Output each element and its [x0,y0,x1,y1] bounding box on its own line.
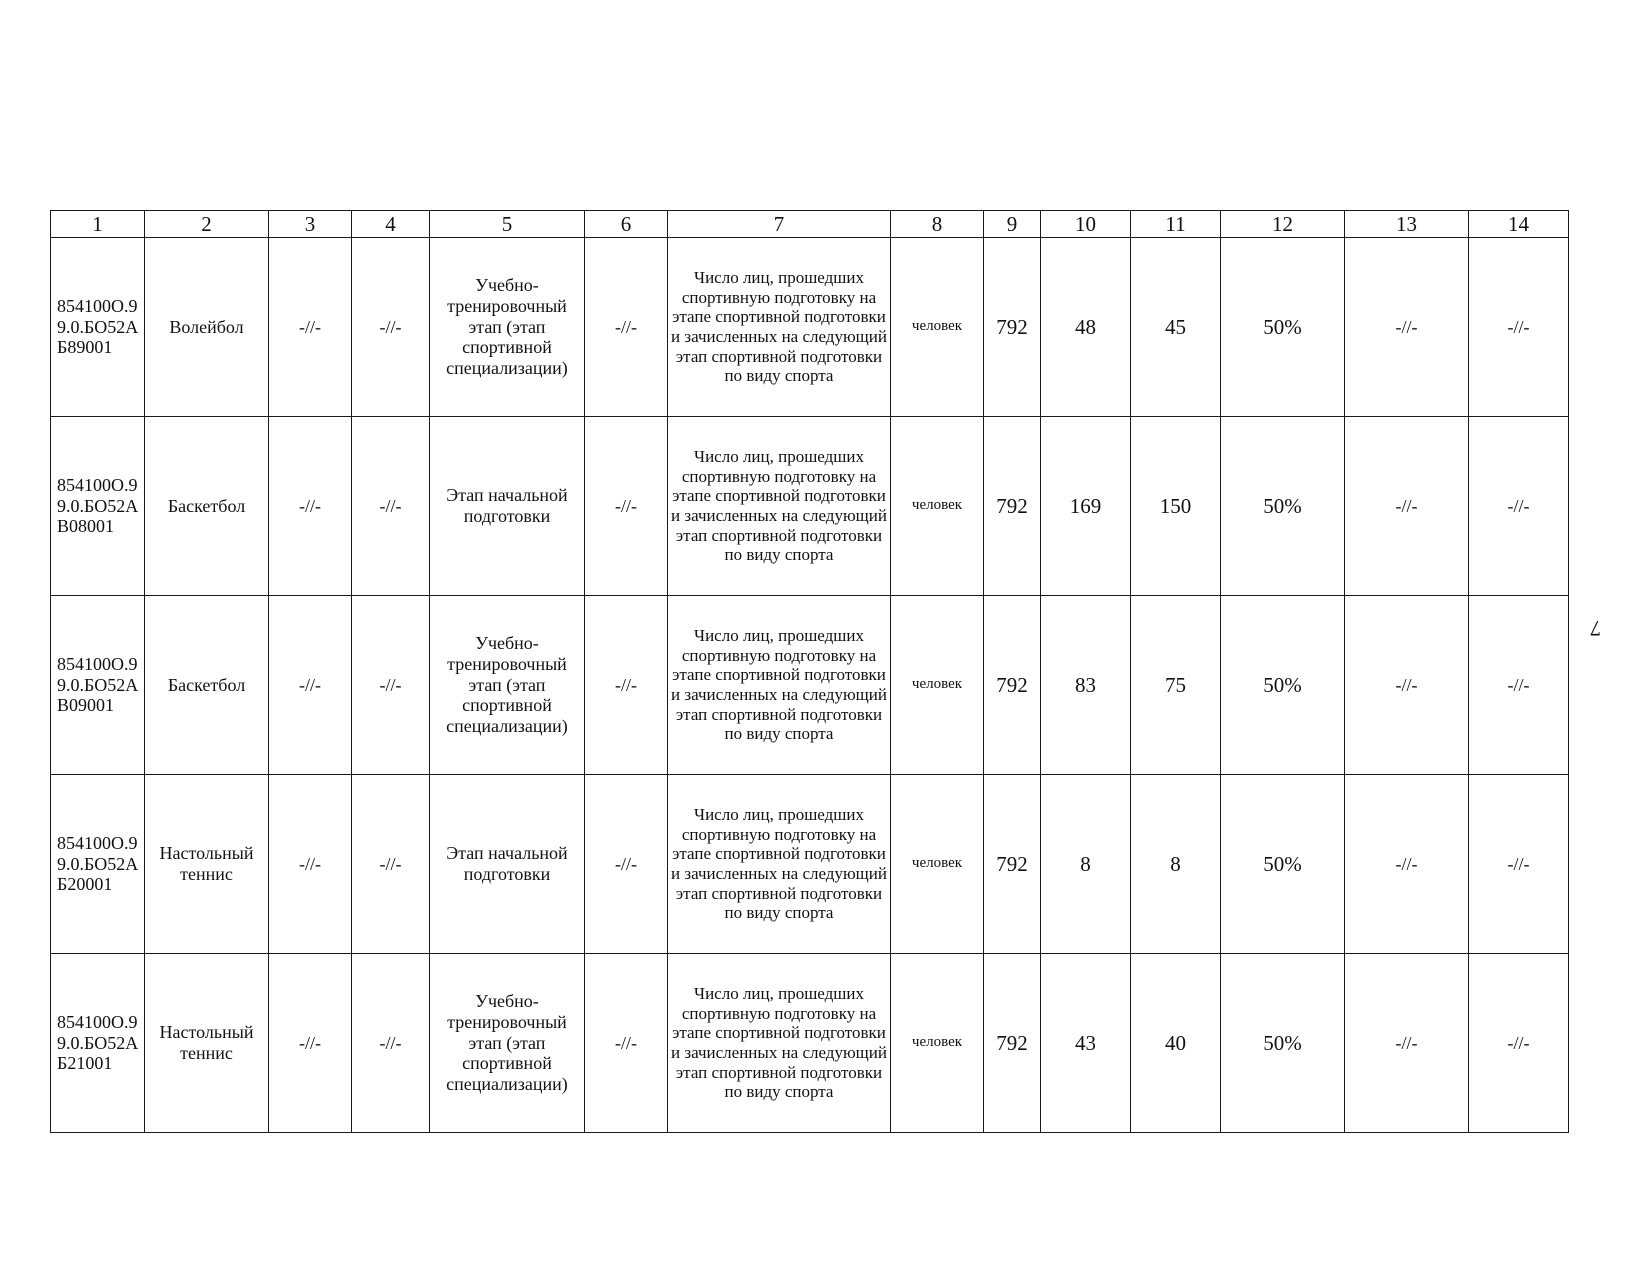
deviation-cell: 50% [1221,596,1345,775]
indicator-cell: Число лиц, прошедших спортивную подготовку на этапе спортивной подготовки и зачисленных на следующий этап спортивной подготовки по виду спорта [668,238,891,417]
ditto-cell: -//- [585,954,668,1133]
ditto-cell: -//- [269,954,352,1133]
okei-code-cell: 792 [984,954,1041,1133]
ditto-cell: -//- [1345,417,1469,596]
registry-code-cell: 854100О.99.0.БО52АБ89001 [51,238,145,417]
actual-value-cell: 150 [1131,417,1221,596]
ditto-cell: -//- [269,596,352,775]
okei-code-cell: 792 [984,238,1041,417]
sport-cell: Баскетбол [145,417,269,596]
registry-code-cell: 854100О.99.0.БО52АВ09001 [51,596,145,775]
ditto-cell: -//- [585,596,668,775]
actual-value-cell: 75 [1131,596,1221,775]
ditto-cell: -//- [1345,775,1469,954]
indicator-cell: Число лиц, прошедших спортивную подготовку на этапе спортивной подготовки и зачисленных на следующий этап спортивной подготовки по виду спорта [668,775,891,954]
page-number: 7 [1590,616,1601,641]
unit-cell: человек [891,238,984,417]
stage-cell: Этап начальной подготовки [430,417,585,596]
stage-cell: Учебно-тренировочный этап (этап спортивной специализации) [430,238,585,417]
stage-cell: Учебно-тренировочный этап (этап спортивной специализации) [430,954,585,1133]
ditto-cell: -//- [1345,596,1469,775]
deviation-cell: 50% [1221,775,1345,954]
ditto-cell: -//- [1469,954,1569,1133]
actual-value-cell: 8 [1131,775,1221,954]
actual-value-cell: 45 [1131,238,1221,417]
ditto-cell: -//- [352,417,430,596]
ditto-cell: -//- [269,417,352,596]
indicator-cell: Число лиц, прошедших спортивную подготовку на этапе спортивной подготовки и зачисленных на следующий этап спортивной подготовки по виду спорта [668,954,891,1133]
ditto-cell: -//- [585,417,668,596]
unit-cell: человек [891,596,984,775]
ditto-cell: -//- [1469,417,1569,596]
planned-value-cell: 83 [1041,596,1131,775]
registry-code-cell: 854100О.99.0.БО52АБ20001 [51,775,145,954]
column-header: 12 [1221,211,1345,238]
table-row [51,238,1569,417]
planned-value-cell: 8 [1041,775,1131,954]
table-row [51,417,1569,596]
ditto-cell: -//- [269,775,352,954]
header-row [51,211,1569,238]
okei-code-cell: 792 [984,596,1041,775]
deviation-cell: 50% [1221,238,1345,417]
ditto-cell: -//- [1469,238,1569,417]
registry-code-cell: 854100О.99.0.БО52АБ21001 [51,954,145,1133]
column-header: 11 [1131,211,1221,238]
column-header: 14 [1469,211,1569,238]
column-header: 10 [1041,211,1131,238]
column-header: 8 [891,211,984,238]
column-header: 2 [145,211,269,238]
column-header: 7 [668,211,891,238]
sport-cell: Баскетбол [145,596,269,775]
registry-code-cell: 854100О.99.0.БО52АВ08001 [51,417,145,596]
ditto-cell: -//- [352,238,430,417]
table-row [51,596,1569,775]
unit-cell: человек [891,417,984,596]
ditto-cell: -//- [352,775,430,954]
planned-value-cell: 43 [1041,954,1131,1133]
column-header: 5 [430,211,585,238]
sport-cell: Настольный теннис [145,954,269,1133]
indicator-cell: Число лиц, прошедших спортивную подготовку на этапе спортивной подготовки и зачисленных на следующий этап спортивной подготовки по виду спорта [668,596,891,775]
column-header: 4 [352,211,430,238]
ditto-cell: -//- [1469,596,1569,775]
ditto-cell: -//- [585,238,668,417]
ditto-cell: -//- [1345,954,1469,1133]
column-header: 13 [1345,211,1469,238]
table-row [51,775,1569,954]
actual-value-cell: 40 [1131,954,1221,1133]
stage-cell: Учебно-тренировочный этап (этап спортивной специализации) [430,596,585,775]
sport-cell: Настольный теннис [145,775,269,954]
ditto-cell: -//- [585,775,668,954]
ditto-cell: -//- [1345,238,1469,417]
ditto-cell: -//- [1469,775,1569,954]
okei-code-cell: 792 [984,417,1041,596]
planned-value-cell: 48 [1041,238,1131,417]
ditto-cell: -//- [352,596,430,775]
table-row [51,954,1569,1133]
unit-cell: человек [891,954,984,1133]
okei-code-cell: 792 [984,775,1041,954]
column-header: 1 [51,211,145,238]
ditto-cell: -//- [269,238,352,417]
column-header: 6 [585,211,668,238]
sport-cell: Волейбол [145,238,269,417]
ditto-cell: -//- [352,954,430,1133]
planned-value-cell: 169 [1041,417,1131,596]
indicator-cell: Число лиц, прошедших спортивную подготовку на этапе спортивной подготовки и зачисленных на следующий этап спортивной подготовки по виду спорта [668,417,891,596]
stage-cell: Этап начальной подготовки [430,775,585,954]
deviation-cell: 50% [1221,954,1345,1133]
unit-cell: человек [891,775,984,954]
column-header: 9 [984,211,1041,238]
column-header: 3 [269,211,352,238]
service-indicators-table [50,210,1569,1133]
deviation-cell: 50% [1221,417,1345,596]
